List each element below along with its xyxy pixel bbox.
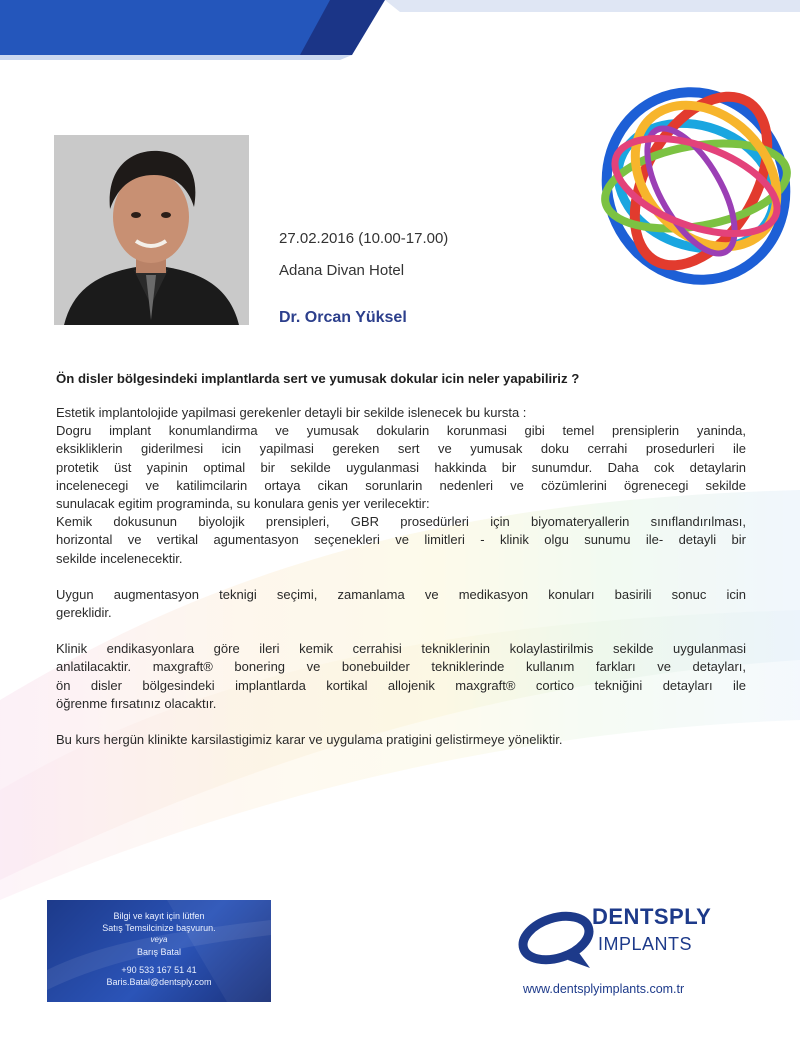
text-line: Dogru implant konumlandirma ve yumusak dokularin korunmasi gibi temel prensiplerin yaninda, (56, 423, 746, 439)
text-line: anlatilacaktir. maxgraft® bonering ve bonebuilder tekniklerinde kullanım farkları ve detayları, (56, 659, 746, 675)
contact-instruction-line-2: Satış Temsilcinize başvurun. (102, 923, 216, 933)
text-line: sekilde incelenecektir. (56, 550, 183, 566)
contact-email[interactable]: Baris.Batal@dentsply.com (106, 977, 212, 987)
event-date-time: 27.02.2016 (10.00-17.00) (279, 230, 449, 247)
speaker-portrait-photo (54, 135, 249, 325)
text-line: Klinik endikasyonlara göre ileri kemik cerrahisi tekniklerinin kolaylastirilmis sekilde uygulanmasi (56, 641, 746, 657)
text-line: sunulacak egitim programinda, su konulara genis yer verilecektir: (56, 496, 430, 512)
text-line: Uygun augmentasyon teknigi seçimi, zamanlama ve medikasyon konuları basirili sonuc icin (56, 586, 746, 602)
text-line: Kemik dokusunun biyolojik prensipleri, GBR prosedürleri için biyomateryallerin sınıflandırılması, (56, 514, 746, 530)
description-paragraph-1 (56, 404, 746, 568)
course-description (56, 404, 746, 767)
dentsply-implants-logo (516, 898, 746, 968)
text-line: gereklidir. (56, 605, 112, 621)
contact-phone[interactable]: +90 533 167 51 41 (121, 965, 197, 975)
contact-instruction-line-1: Bilgi ve kayıt için lütfen (113, 911, 205, 921)
text-line: incelenecegi ve katilimcilarin ortaya cikan sorunlarin nedenleri ve cözümlerini ögrenecegi sekilde (56, 477, 746, 493)
event-venue: Adana Divan Hotel (279, 262, 405, 279)
globe-swirl-graphic (596, 66, 796, 306)
text-line: eksikliklerin giderilmesi icin yapilmasi gereken sert ve yumusak doku cerrahi prosedurleri ile (56, 441, 746, 457)
text-line: öğrenme fırsatınız olacaktır. (56, 695, 217, 711)
contact-or: veya (150, 935, 168, 944)
contact-info-box (47, 900, 271, 1002)
text-line: protetik üst yapinin optimal bir sekilde uygulanmasi hakkinda bir sunumdur. Daha cok detaylarin (56, 459, 746, 475)
brand-subtitle: IMPLANTS (598, 934, 693, 954)
speaker-name: Dr. Orcan Yüksel (279, 309, 407, 326)
dentsply-swoosh-icon (516, 898, 596, 968)
top-banner-stripe (0, 0, 800, 60)
text-line: Estetik implantolojide yapilmasi gerekenler detayli bir sekilde islenecek bu kursta : (56, 405, 527, 420)
text-line: horizontal ve vertikal agumentasyon seçenekleri ve limitleri - klinik olgu sunumu ile- detayli bir (56, 532, 746, 548)
brand-name: DENTSPLY (592, 904, 712, 929)
description-paragraph-3 (56, 640, 746, 713)
text-line: ön disler bölgesindeki implantlarda kortikal allojenik maxgraft® cortico tekniğini detayları ile (56, 677, 746, 693)
description-paragraph-4 (56, 731, 746, 749)
website-link[interactable]: www.dentsplyimplants.com.tr (523, 982, 685, 996)
course-headline: Ön disler bölgesindeki implantlarda sert ve yumusak dokular icin neler yapabiliriz ? (56, 371, 580, 386)
contact-name: Barış Batal (136, 947, 182, 957)
text-line: Bu kurs hergün klinikte karsilastigimiz karar ve uygulama pratigini gelistirmeye yöneliktir. (56, 732, 563, 748)
description-paragraph-2 (56, 586, 746, 622)
